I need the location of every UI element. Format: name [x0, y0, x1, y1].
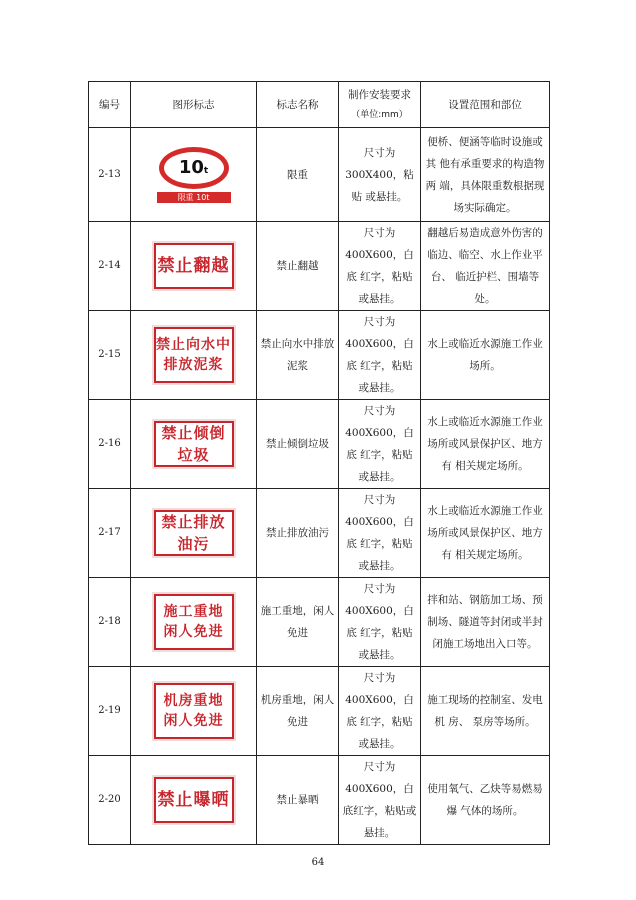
row-name: 施工重地，闲人免进 — [257, 578, 339, 667]
table-row — [89, 311, 550, 400]
row-requirements: 尺寸为 400X600，白底 红字，粘贴或悬挂。 — [339, 489, 421, 578]
row-requirements: 尺寸为 300X400，粘贴 或悬挂。 — [339, 128, 421, 222]
weight-limit-sign — [133, 147, 254, 203]
row-scope: 翻越后易造成意外伤害的临边、临空、水上作业平台、 临近护栏、围墙等处。 — [421, 222, 550, 311]
sign-cell — [131, 222, 257, 311]
row-code: 2-19 — [89, 667, 131, 756]
sign-text-line1: 机房重地 — [163, 693, 224, 709]
sign-cell — [131, 578, 257, 667]
row-requirements: 尺寸为 400X600，白底 红字，粘贴或悬挂。 — [339, 578, 421, 667]
row-code: 2-16 — [89, 400, 131, 489]
table-row — [89, 128, 550, 222]
header-requirements — [339, 82, 421, 128]
sign-text-line1: 施工重地 — [163, 604, 224, 620]
no-oil-discharge-sign — [154, 510, 234, 556]
header-req-line1: 制作安装要求 — [348, 88, 411, 101]
row-name: 禁止向水中排放泥浆 — [257, 311, 339, 400]
sign-text-line2: 排放泥浆 — [163, 357, 224, 373]
sign-cell — [131, 667, 257, 756]
row-code: 2-20 — [89, 756, 131, 845]
row-name: 限重 — [257, 128, 339, 222]
row-scope: 便桥、便涵等临时设施或其 他有承重要求的构造物两 端，具体限重数根据现场实际确定。 — [421, 128, 550, 222]
header-req-unit: （单位:mm） — [351, 109, 408, 120]
row-scope: 水上或临近水源施工作业场所或风景保护区、地方有 相关规定场所。 — [421, 489, 550, 578]
no-dumping-sign — [154, 421, 234, 467]
table-row — [89, 578, 550, 667]
row-name: 禁止翻越 — [257, 222, 339, 311]
row-scope: 使用氧气、乙炔等易燃易爆 气体的场所。 — [421, 756, 550, 845]
sign-cell — [131, 756, 257, 845]
row-requirements: 尺寸为 400X600，白底 红字，粘贴或悬挂。 — [339, 667, 421, 756]
header-name: 标志名称 — [257, 82, 339, 128]
machine-room-sign — [154, 683, 234, 739]
table-row — [89, 222, 550, 311]
row-code: 2-18 — [89, 578, 131, 667]
weight-unit: t — [203, 165, 209, 176]
row-code: 2-13 — [89, 128, 131, 222]
sign-text-line2: 闲人免进 — [163, 624, 224, 640]
header-scope: 设置范围和部位 — [421, 82, 550, 128]
sign-cell — [131, 311, 257, 400]
table-header-row — [89, 82, 550, 128]
sign-text-line1: 禁止向水中 — [156, 337, 231, 353]
row-name: 禁止排放油污 — [257, 489, 339, 578]
row-scope: 拌和站、钢筋加工场、预制场、隧道等封闭或半封闭施工场地出入口等。 — [421, 578, 550, 667]
row-code: 2-14 — [89, 222, 131, 311]
row-scope: 施工现场的控制室、发电机 房、 泵房等场所。 — [421, 667, 550, 756]
sign-cell — [131, 489, 257, 578]
row-requirements: 尺寸为 400X600，白底 红字，粘贴或悬挂。 — [339, 400, 421, 489]
row-code: 2-15 — [89, 311, 131, 400]
weight-number: 10 — [178, 156, 204, 178]
table-row — [89, 756, 550, 845]
no-sun-exposure-sign — [154, 777, 234, 823]
table-row — [89, 400, 550, 489]
header-sign: 图形标志 — [131, 82, 257, 128]
row-name: 禁止暴晒 — [257, 756, 339, 845]
sign-text: 禁止倾倒垃圾 — [161, 424, 226, 464]
header-code: 编号 — [89, 82, 131, 128]
sign-text: 禁止翻越 — [157, 256, 230, 276]
no-climbing-sign — [154, 243, 234, 289]
row-requirements: 尺寸为 400X600，白底 红字，粘贴或悬挂。 — [339, 311, 421, 400]
table-row — [89, 489, 550, 578]
sign-text-line2: 闲人免进 — [163, 713, 224, 729]
row-requirements: 尺寸为 400X600，白底 红字，粘贴或悬挂。 — [339, 222, 421, 311]
row-name: 机房重地，闲人免进 — [257, 667, 339, 756]
row-scope: 水上或临近水源施工作业场所。 — [421, 311, 550, 400]
weight-limit-plate: 限重 10t — [157, 192, 231, 203]
safety-sign-table — [88, 81, 550, 845]
table-row — [89, 667, 550, 756]
row-requirements: 尺寸为 400X600，白底红字，粘贴或悬挂。 — [339, 756, 421, 845]
sign-text: 禁止排放油污 — [161, 513, 226, 553]
sign-text: 禁止曝晒 — [157, 790, 230, 810]
row-scope: 水上或临近水源施工作业场所或风景保护区、地方有 相关规定场所。 — [421, 400, 550, 489]
no-mud-discharge-sign — [154, 327, 234, 383]
weight-limit-ring — [159, 147, 229, 189]
row-code: 2-17 — [89, 489, 131, 578]
row-name: 禁止倾倒垃圾 — [257, 400, 339, 489]
sign-cell — [131, 400, 257, 489]
sign-cell — [131, 128, 257, 222]
construction-site-sign — [154, 594, 234, 650]
page-number: 64 — [311, 857, 325, 868]
